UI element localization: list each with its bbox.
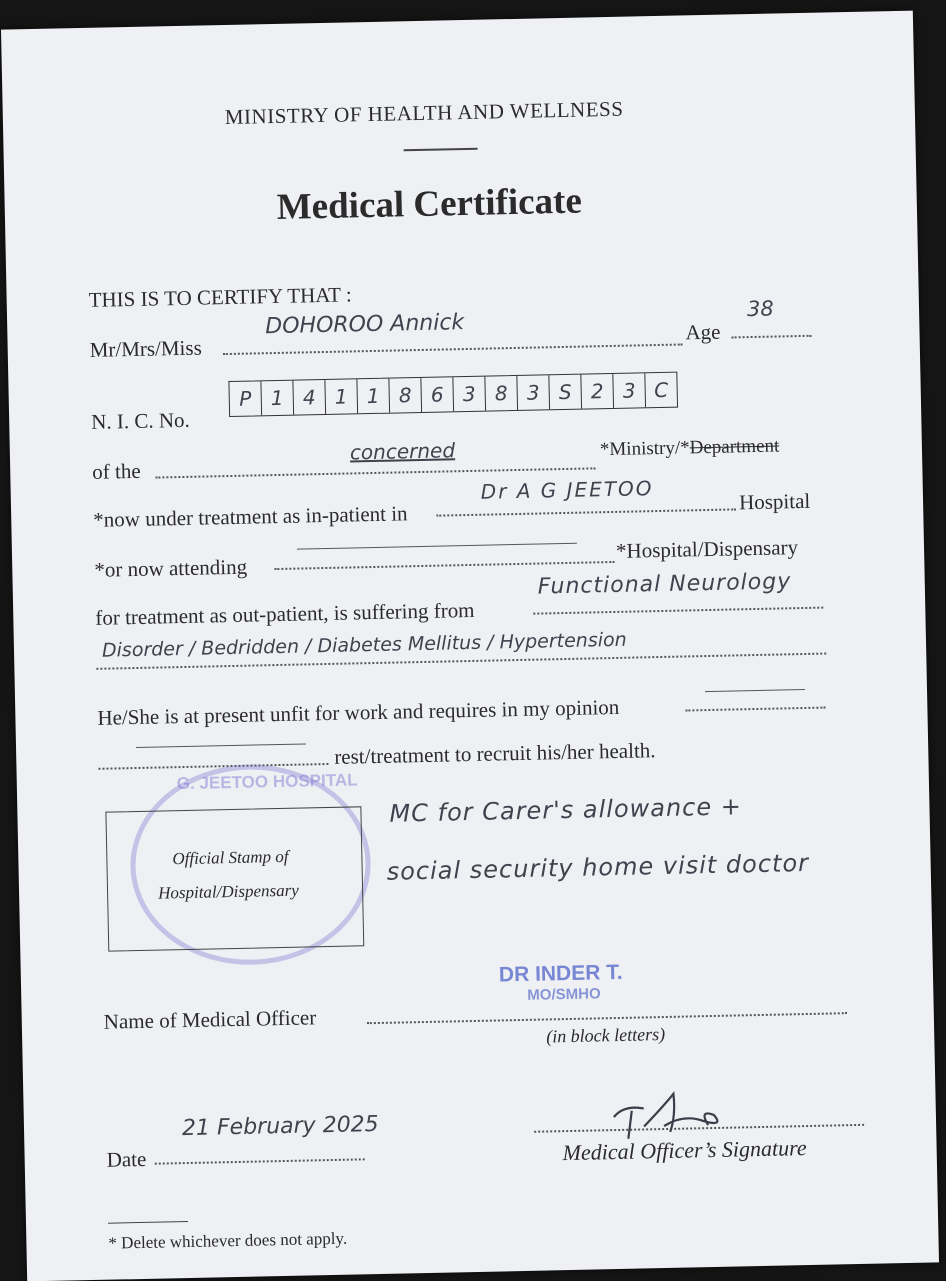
nic-digit-box: P: [229, 381, 262, 416]
ministry-option: *Ministry/*: [599, 437, 690, 461]
name-label: Mr/Mrs/Miss: [89, 335, 202, 362]
date-dotted-line: [155, 1158, 365, 1164]
unfit-dash: [705, 689, 805, 692]
nic-boxes: [228, 372, 678, 417]
unfit-label: He/She is at present unfit for work and requires in my opinion: [97, 694, 620, 730]
diagnosis-dotted-line-1: [533, 607, 823, 615]
nic-digit-box: 3: [517, 375, 550, 410]
faded-stamp-text: G. JEETOO HOSPITAL: [176, 770, 358, 794]
department-option-struck: Department: [689, 435, 780, 459]
stamp-label-1: Official Stamp of: [172, 846, 289, 869]
nic-digit-box: C: [653, 377, 669, 403]
official-stamp-box: [105, 806, 364, 951]
attending-label: *or now attending: [94, 554, 248, 582]
footnote: * Delete whichever does not apply.: [108, 1228, 348, 1253]
attending-dotted-line: [274, 561, 614, 570]
date-value: 21 February 2025: [181, 1112, 379, 1142]
inpatient-label: *now under treatment as in-patient in: [93, 501, 408, 532]
inpatient-dotted-line: [436, 508, 736, 516]
hospital-value: Dr A G JEETOO: [480, 476, 654, 504]
nic-digit-box: 1: [261, 381, 294, 416]
officer-dotted-line: [367, 1012, 847, 1024]
signature-label: Medical Officer’s Signature: [562, 1135, 807, 1166]
rest-label: rest/treatment to recruit his/her health.: [334, 738, 656, 769]
stamp-label-2: Hospital/Dispensary: [157, 880, 300, 903]
ministry-label: [600, 435, 780, 461]
outpatient-label: for treatment as out-patient, is suffering from: [95, 597, 475, 630]
unfit-dotted-line: [685, 707, 825, 712]
certificate-sheet: [1, 11, 939, 1281]
officer-stamp-name: DR INDER T.: [498, 960, 623, 987]
nic-digit-box: 3: [613, 373, 646, 408]
hospital-label: Hospital: [738, 488, 811, 515]
heading-divider: [404, 148, 478, 152]
footnote-divider: [108, 1221, 188, 1224]
age-label: Age: [685, 319, 721, 345]
of-value: concerned: [349, 438, 456, 465]
nic-label: N. I. C. No.: [90, 407, 191, 434]
rest-dash: [136, 743, 306, 748]
diagnosis-line-2: Disorder / Bedridden / Diabetes Mellitus / Hypertension: [101, 628, 627, 662]
officer-stamp-title: MO/SMHO: [527, 985, 601, 1004]
nic-digit-box: 4: [293, 380, 326, 415]
block-letters-hint: (in block letters): [545, 1024, 666, 1047]
diagnosis-line-1: Functional Neurology: [537, 569, 792, 600]
nic-digit-box: 8: [389, 378, 422, 413]
note-line-2: social security home visit doctor: [386, 848, 810, 886]
of-dotted-line: [155, 467, 595, 478]
page-title: Medical Certificate: [276, 180, 583, 228]
nic-digit-box: 1: [325, 379, 358, 414]
certify-text: THIS IS TO CERTIFY THAT :: [88, 282, 352, 312]
patient-name: DOHOROO Annick: [265, 310, 465, 340]
note-line-1: MC for Carer's allowance +: [389, 792, 743, 828]
nic-digit-box: S: [549, 375, 582, 410]
nic-digit-box: 8: [485, 376, 518, 411]
age-dotted-line: [732, 335, 812, 339]
of-label: of the: [92, 458, 141, 484]
nic-digit-box: 6: [421, 377, 454, 412]
nic-digit-box: 3: [453, 377, 486, 412]
attending-dash: [297, 543, 577, 550]
patient-age: 38: [746, 296, 774, 322]
officer-label: Name of Medical Officer: [103, 1005, 317, 1034]
nic-digit-box: 2: [581, 374, 614, 409]
date-label: Date: [106, 1146, 147, 1172]
nic-digit-box: 1: [357, 379, 390, 414]
hospital-dispensary-label: *Hospital/Dispensary: [615, 535, 799, 563]
name-dotted-line: [223, 343, 683, 355]
ministry-heading: MINISTRY OF HEALTH AND WELLNESS: [224, 96, 624, 130]
